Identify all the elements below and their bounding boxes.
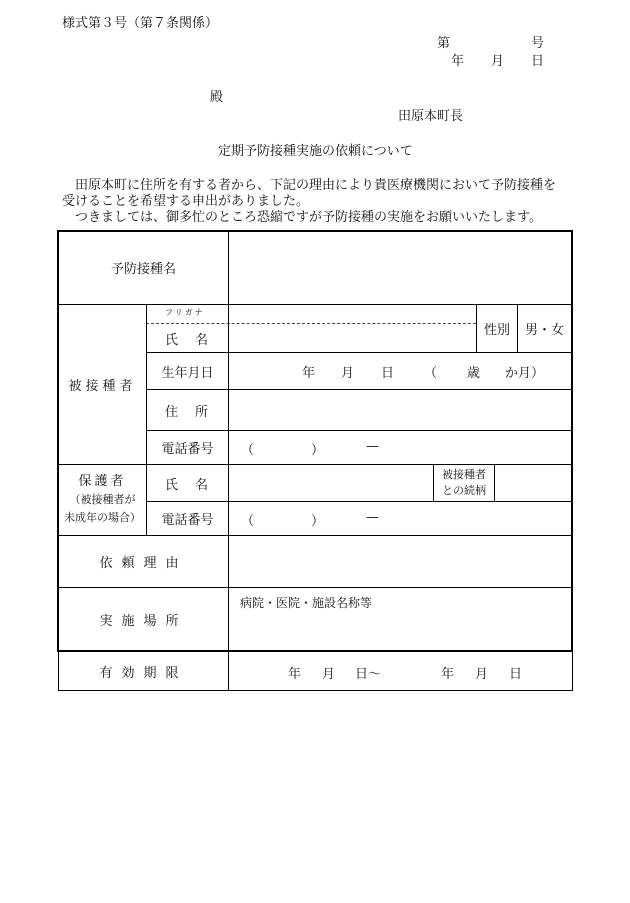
date-month: 月: [491, 54, 505, 69]
guardian-name-label: 氏 名: [164, 477, 210, 493]
gender-label: 性別: [483, 323, 510, 338]
vaccine-name-label: 予防接種名: [110, 262, 176, 277]
guardian-name-field[interactable]: [229, 465, 433, 501]
place-hint: 病院・医院・施設名称等: [240, 596, 373, 610]
recipient-label: 被接種者: [68, 379, 137, 394]
body-line-1: 田原本町に住所を有する者から、下記の理由により貴医療機関において予防接種を: [75, 178, 557, 193]
reason-field[interactable]: [229, 536, 571, 587]
number-suffix: 号: [531, 36, 545, 51]
guardian-label: 保護者 （被接種者が 未成年の場合）: [64, 474, 141, 524]
reason-label: 依頼理由: [99, 556, 188, 571]
relation-field[interactable]: [495, 465, 571, 501]
number-prefix: 第: [437, 36, 451, 51]
guardian-phone-label: 電話番号: [161, 513, 214, 528]
body-line-3: つきましては、御多忙のところ恐縮ですが予防接種の実施をお願いいたします。: [75, 210, 542, 225]
document-title: 定期予防接種実施の依頼について: [218, 144, 413, 159]
furigana-label: フリガナ: [165, 308, 205, 317]
date-day: 日: [531, 54, 545, 69]
place-label: 実施場所: [99, 613, 188, 629]
birthdate-label: 生年月日: [161, 365, 214, 381]
gender-options[interactable]: 男・女: [524, 323, 564, 338]
relation-label: 被接種者 との続柄: [442, 468, 486, 497]
place-field[interactable]: [229, 610, 571, 650]
recipient-name-field[interactable]: [229, 305, 476, 352]
address-label: 住 所: [164, 404, 210, 420]
vaccine-name-field[interactable]: [229, 231, 571, 304]
phone-label: 電話番号: [161, 442, 214, 457]
addressee-honorific: 殿: [210, 90, 224, 105]
sender-name: 田原本町長: [398, 109, 464, 124]
date-year: 年: [451, 54, 465, 69]
form-label: 様式第３号（第７条関係）: [62, 16, 219, 31]
recipient-name-label: 氏 名: [164, 332, 210, 348]
validity-label: 有効期限: [99, 665, 188, 681]
body-text: [62, 178, 582, 226]
body-line-2: 受けることを希望する申出がありました。: [62, 194, 310, 209]
address-field[interactable]: [229, 390, 571, 430]
